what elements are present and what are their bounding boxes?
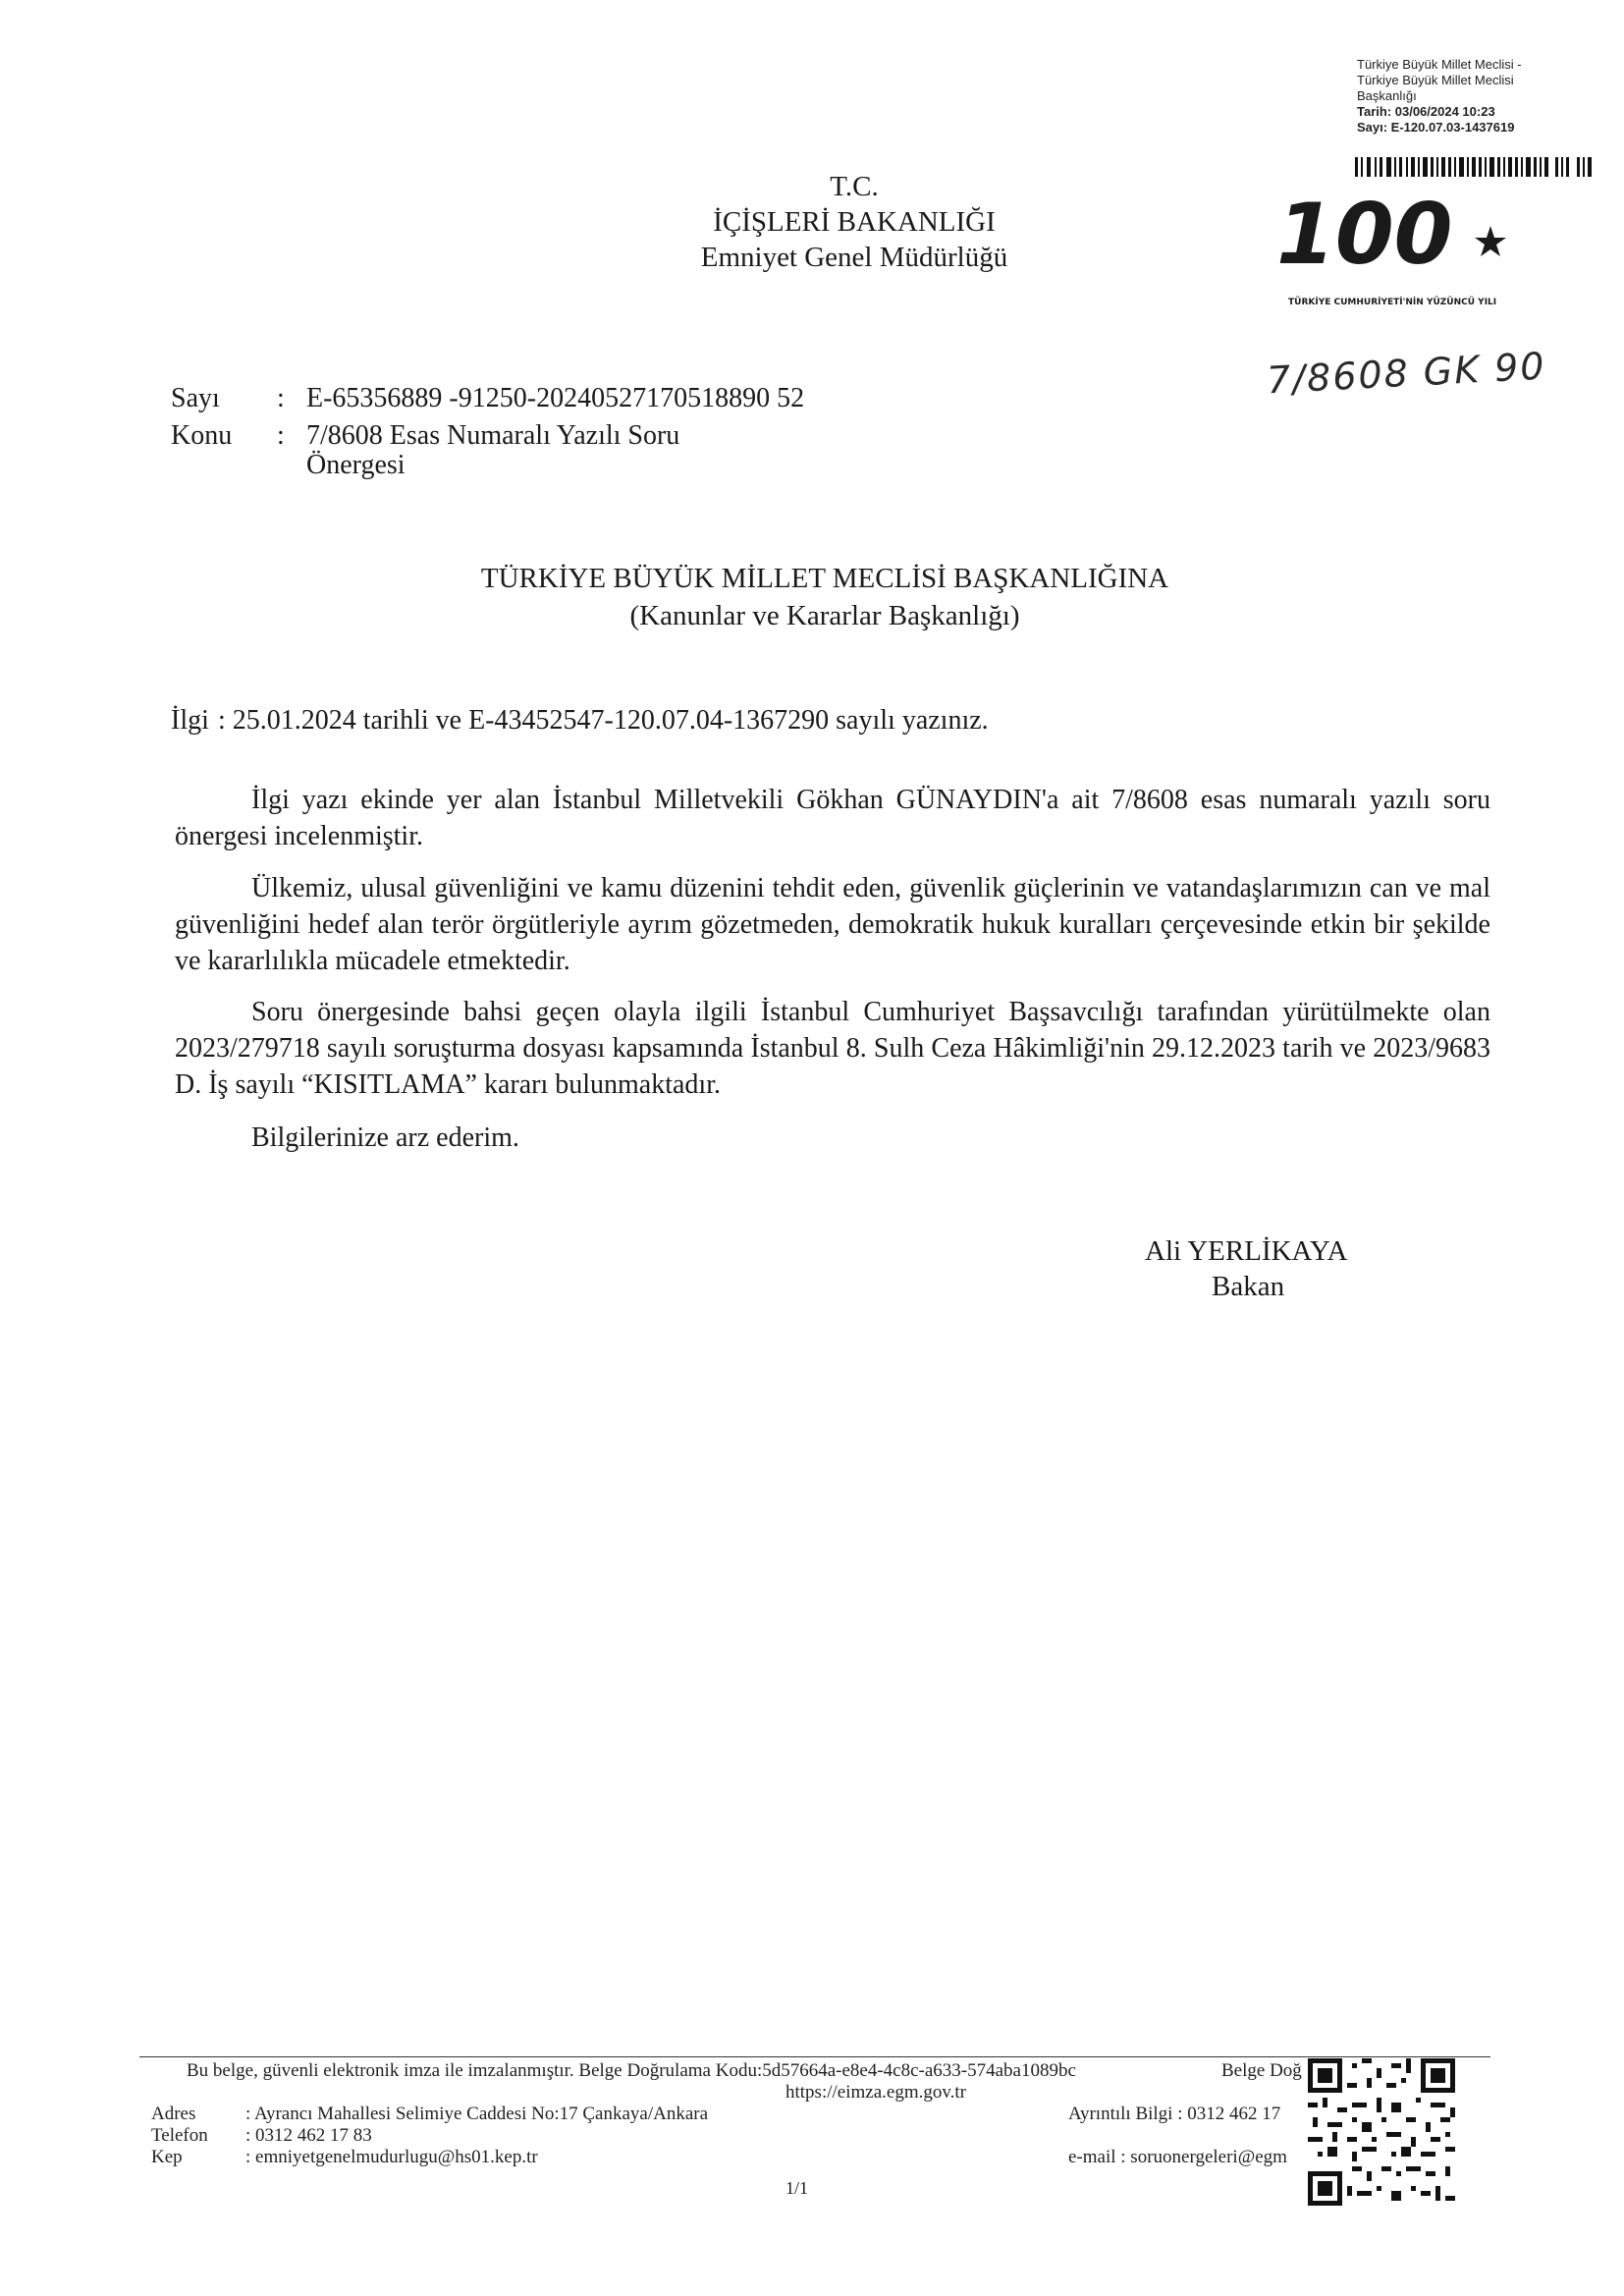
qr-code-icon[interactable] [1308, 2058, 1455, 2206]
sayi-label: Sayı [171, 383, 220, 413]
logo-number: 100 [1276, 187, 1453, 284]
header-directorate: Emniyet Genel Müdürlüğü [700, 242, 1008, 273]
header-ministry: İÇİŞLERİ BAKANLIĞI [713, 206, 996, 238]
sayi-value: E-65356889 -91250-20240527170518890 52 [306, 383, 805, 413]
body-paragraph-3 [175, 994, 1490, 1103]
kep-value[interactable]: : emniyetgenelmudurlugu@hs01.kep.tr [245, 2147, 538, 2167]
centenary-logo [1276, 187, 1512, 314]
adres-label: Adres [151, 2104, 196, 2124]
email-info[interactable]: e-mail : soruonergeleri@egm [1068, 2147, 1287, 2167]
logo-caption: TÜRKİYE CUMHURİYETİ'NİN YÜZÜNCÜ YILI [1288, 298, 1497, 307]
sayi-colon: : [277, 383, 285, 413]
konu-value-cont: Önergesi [306, 450, 406, 480]
konu-label: Konu [171, 420, 233, 451]
paragraph-text: İlgi yazı ekinde yer alan İstanbul Milletvekili Gökhan GÜNAYDIN'a ait 7/8608 esas numaralı yazılı soru önergesi incelenmiştir. [175, 785, 1490, 851]
verify-label: Belge Doğ [1221, 2060, 1302, 2081]
stamp-line: Başkanlığı [1357, 88, 1417, 103]
ilgi-label: İlgi [171, 705, 209, 736]
adres-value: : Ayrancı Mahallesi Selimiye Caddesi No:17 Çankaya/Ankara [245, 2104, 709, 2124]
verify-url[interactable]: https://eimza.egm.gov.tr [785, 2082, 966, 2103]
stamp-line: Türkiye Büyük Millet Meclisi [1357, 73, 1514, 87]
addressee-title: TÜRKİYE BÜYÜK MİLLET MECLİSİ BAŞKANLIĞINA [480, 563, 1169, 594]
body-paragraph-2 [175, 870, 1490, 979]
barcode-icon [1355, 157, 1593, 177]
body-paragraph-1 [175, 782, 1490, 854]
stamp-date: Tarih: 03/06/2024 10:23 [1357, 104, 1495, 119]
registration-stamp [1357, 57, 1593, 136]
esign-notice: Bu belge, güvenli elektronik imza ile imzalanmıştır. Belge Doğrulama Kodu:5d57664a-e8e4-4c8c-a633-574aba1089bc [187, 2060, 1076, 2081]
stamp-number: Sayı: E-120.07.03-1437619 [1357, 120, 1515, 135]
signatory-name: Ali YERLİKAYA [1145, 1235, 1348, 1267]
footer-divider [139, 2056, 1490, 2057]
kep-label: Kep [151, 2147, 183, 2167]
paragraph-text: Ülkemiz, ulusal güvenliğini ve kamu düzenini tehdit eden, güvenlik güçlerinin ve vatandaşlarımızın can ve mal güvenliğini hedef alan terör örgütleriyle ayrım gözetmeden, demokratik hukuk kuralları çerçevesinde etkin bir şekilde ve kararlılıkla mücadele etmektedir. [175, 873, 1490, 976]
page-number: 1/1 [785, 2178, 809, 2198]
telefon-value: : 0312 462 17 83 [245, 2125, 372, 2146]
telefon-label: Telefon [151, 2125, 208, 2146]
ilgi-value: : 25.01.2024 tarihli ve E-43452547-120.07.04-1367290 sayılı yazınız. [218, 705, 989, 736]
paragraph-text: Soru önergesinde bahsi geçen olayla ilgili İstanbul Cumhuriyet Başsavcılığı tarafından yürütülmekte olan 2023/279718 sayılı soruşturma dosyası kapsamında İstanbul 8. Sulh Ceza Hâkimliği'nin 29.12.2023 tarih ve 2023/9683 D. İş sayılı “KISITLAMA” kararı bulunmaktadır. [175, 997, 1490, 1100]
closing-line [175, 1120, 1490, 1156]
info-phone: Ayrıntılı Bilgi : 0312 462 17 [1068, 2104, 1281, 2124]
handwritten-note: 7/8608 GK 90 [1266, 344, 1547, 403]
addressee-subtitle: (Kanunlar ve Kararlar Başkanlığı) [629, 600, 1020, 631]
header-tc: T.C. [830, 171, 879, 202]
signatory-title: Bakan [1212, 1271, 1285, 1302]
konu-colon: : [277, 420, 285, 451]
closing-text: Bilgilerinize arz ederim. [251, 1122, 519, 1153]
centenary-logo-icon [1276, 187, 1512, 314]
konu-value: 7/8608 Esas Numaralı Yazılı Soru [306, 420, 680, 451]
stamp-line: Türkiye Büyük Millet Meclisi - [1357, 57, 1522, 72]
